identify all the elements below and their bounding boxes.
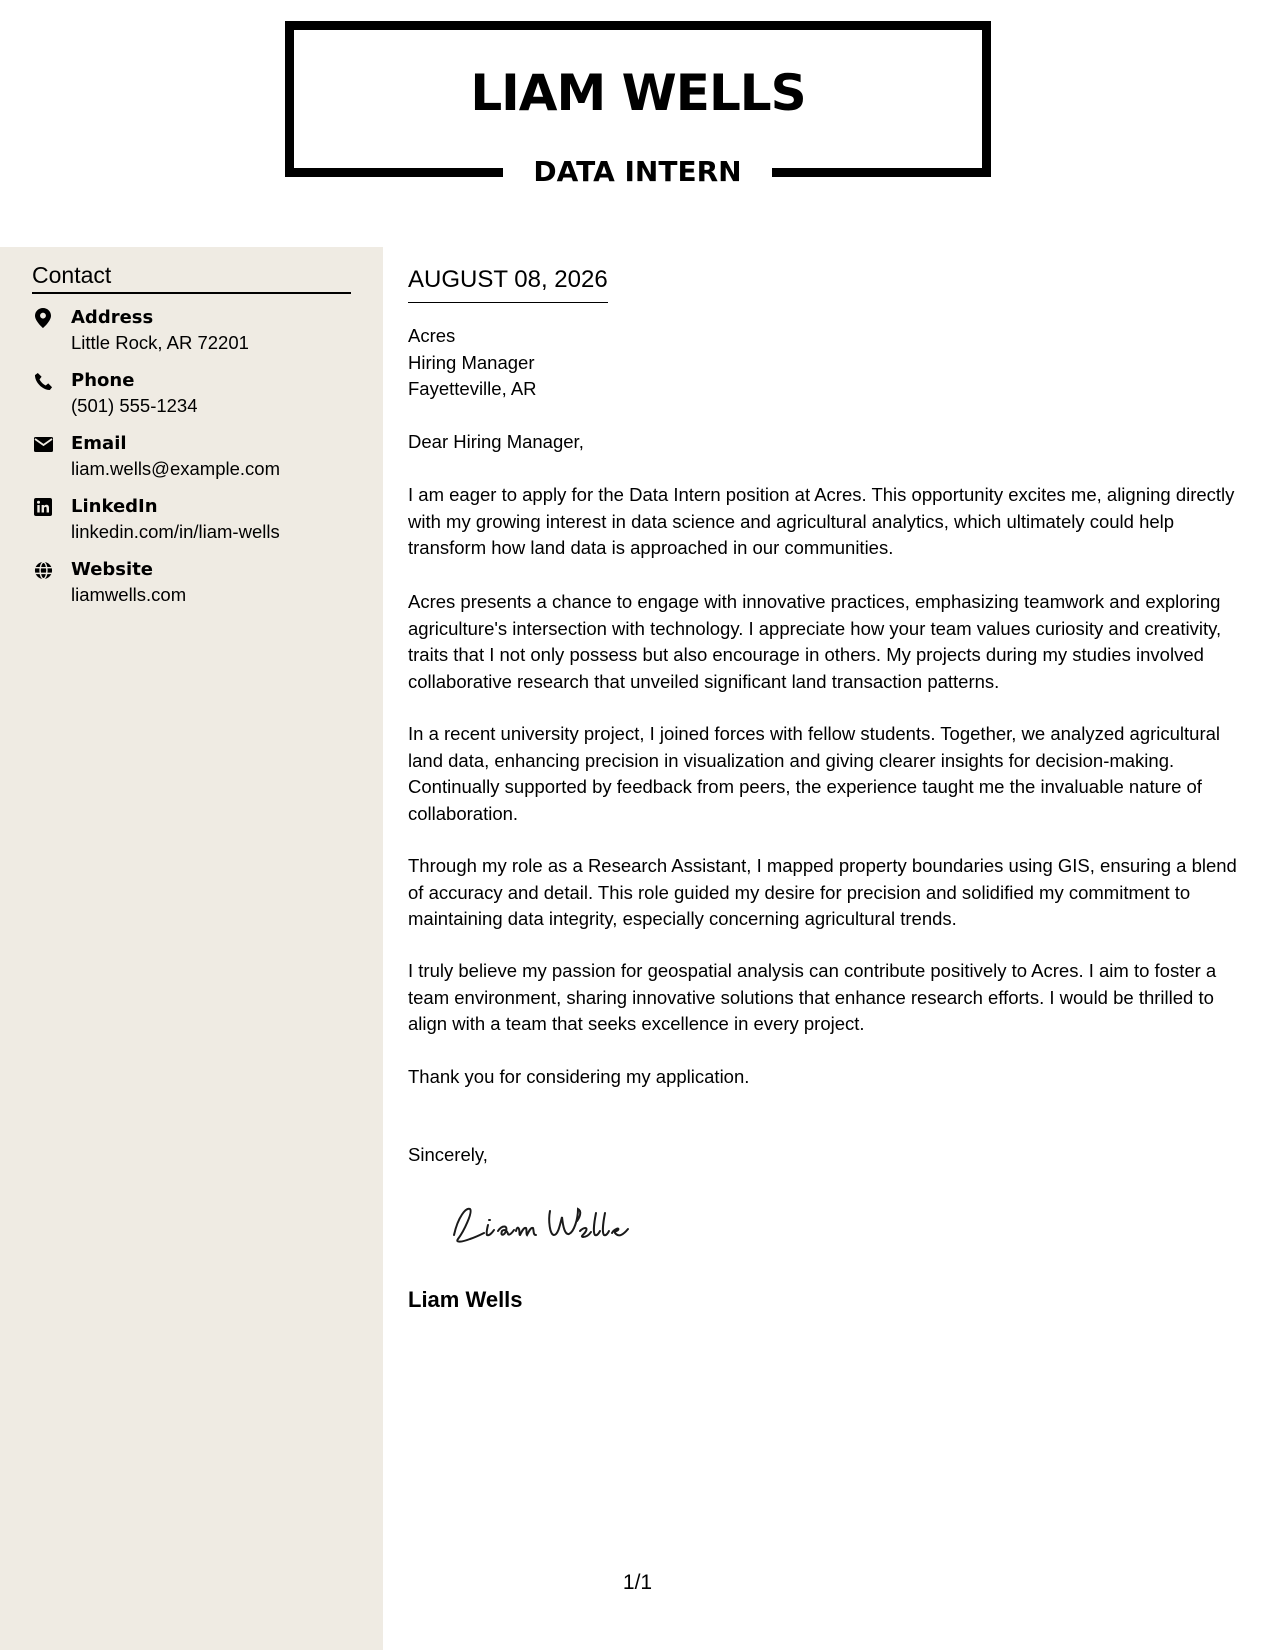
letter-paragraph: Thank you for considering my application. <box>408 1066 750 1087</box>
letter-paragraph: In a recent university project, I joined forces with fellow students. Together, we analyzed agricultural land data, enhancing precision in visualization and giving clearer insights for decision-making. Continually supported by feedback from peers, the experience taught me the invaluable nature of collaboration. <box>408 723 1221 824</box>
envelope-icon <box>32 433 54 455</box>
linkedin-icon <box>32 496 54 518</box>
contact-value: liam.wells@example.com <box>71 458 280 479</box>
applicant-name: LIAM WELLS <box>470 64 806 122</box>
closing: Sincerely, <box>408 1144 488 1165</box>
letter-paragraph: I am eager to apply for the Data Intern position at Acres. This opportunity excites me, aligning directly with my growing interest in data science and agricultural analytics, which ultimately could help transform how land data is approached in our communities. <box>408 484 1235 558</box>
header-frame-bottom-left <box>285 168 503 177</box>
contact-label: Phone <box>71 370 135 391</box>
contact-value: liamwells.com <box>71 584 187 605</box>
contact-value: (501) 555-1234 <box>71 395 198 416</box>
letter-paragraph: Through my role as a Research Assistant, I mapped property boundaries using GIS, ensuring a blend of accuracy and detail. This role guided my desire for precision and solidified my commitment to maintaining data integrity, especially concerning agricultural trends. <box>408 855 1237 929</box>
recipient-title: Hiring Manager <box>408 351 535 373</box>
contact-label: LinkedIn <box>71 496 158 517</box>
recipient-location: Fayetteville, AR <box>408 378 537 399</box>
contact-value: linkedin.com/in/liam-wells <box>71 521 280 542</box>
recipient-block <box>408 323 537 403</box>
contact-label: Email <box>71 433 127 454</box>
location-pin-icon <box>32 307 54 329</box>
contact-label: Website <box>71 559 154 580</box>
contact-label: Address <box>71 307 154 328</box>
recipient-company: Acres <box>408 325 456 346</box>
letter-paragraph: I truly believe my passion for geospatial analysis can contribute positively to Acres. I aim to foster a team environment, sharing innovative solutions that enhance research efforts. I would be thrilled to align with a team that seeks excellence in every project. <box>408 960 1217 1034</box>
page-number: 1/1 <box>622 1571 653 1594</box>
globe-icon <box>32 559 54 581</box>
contact-value: Little Rock, AR 72201 <box>71 332 249 353</box>
letter-paragraph: Acres presents a chance to engage with innovative practices, emphasizing teamwork and exploring agriculture's intersection with technology. I appreciate how your team values curiosity and creativity, traits that I not only possess but also encourage in others. My projects during my studies involved collaborative research that unveiled significant land transaction patterns. <box>408 591 1222 692</box>
signer-name: Liam Wells <box>408 1287 523 1312</box>
job-title: DATA INTERN <box>533 155 742 188</box>
header-frame-bottom-right <box>772 168 991 177</box>
contact-heading: Contact <box>32 260 351 294</box>
handwritten-signature <box>440 1195 640 1255</box>
letter-date: AUGUST 08, 2026 <box>408 264 608 303</box>
salutation: Dear Hiring Manager, <box>408 431 584 452</box>
phone-icon <box>32 370 54 392</box>
